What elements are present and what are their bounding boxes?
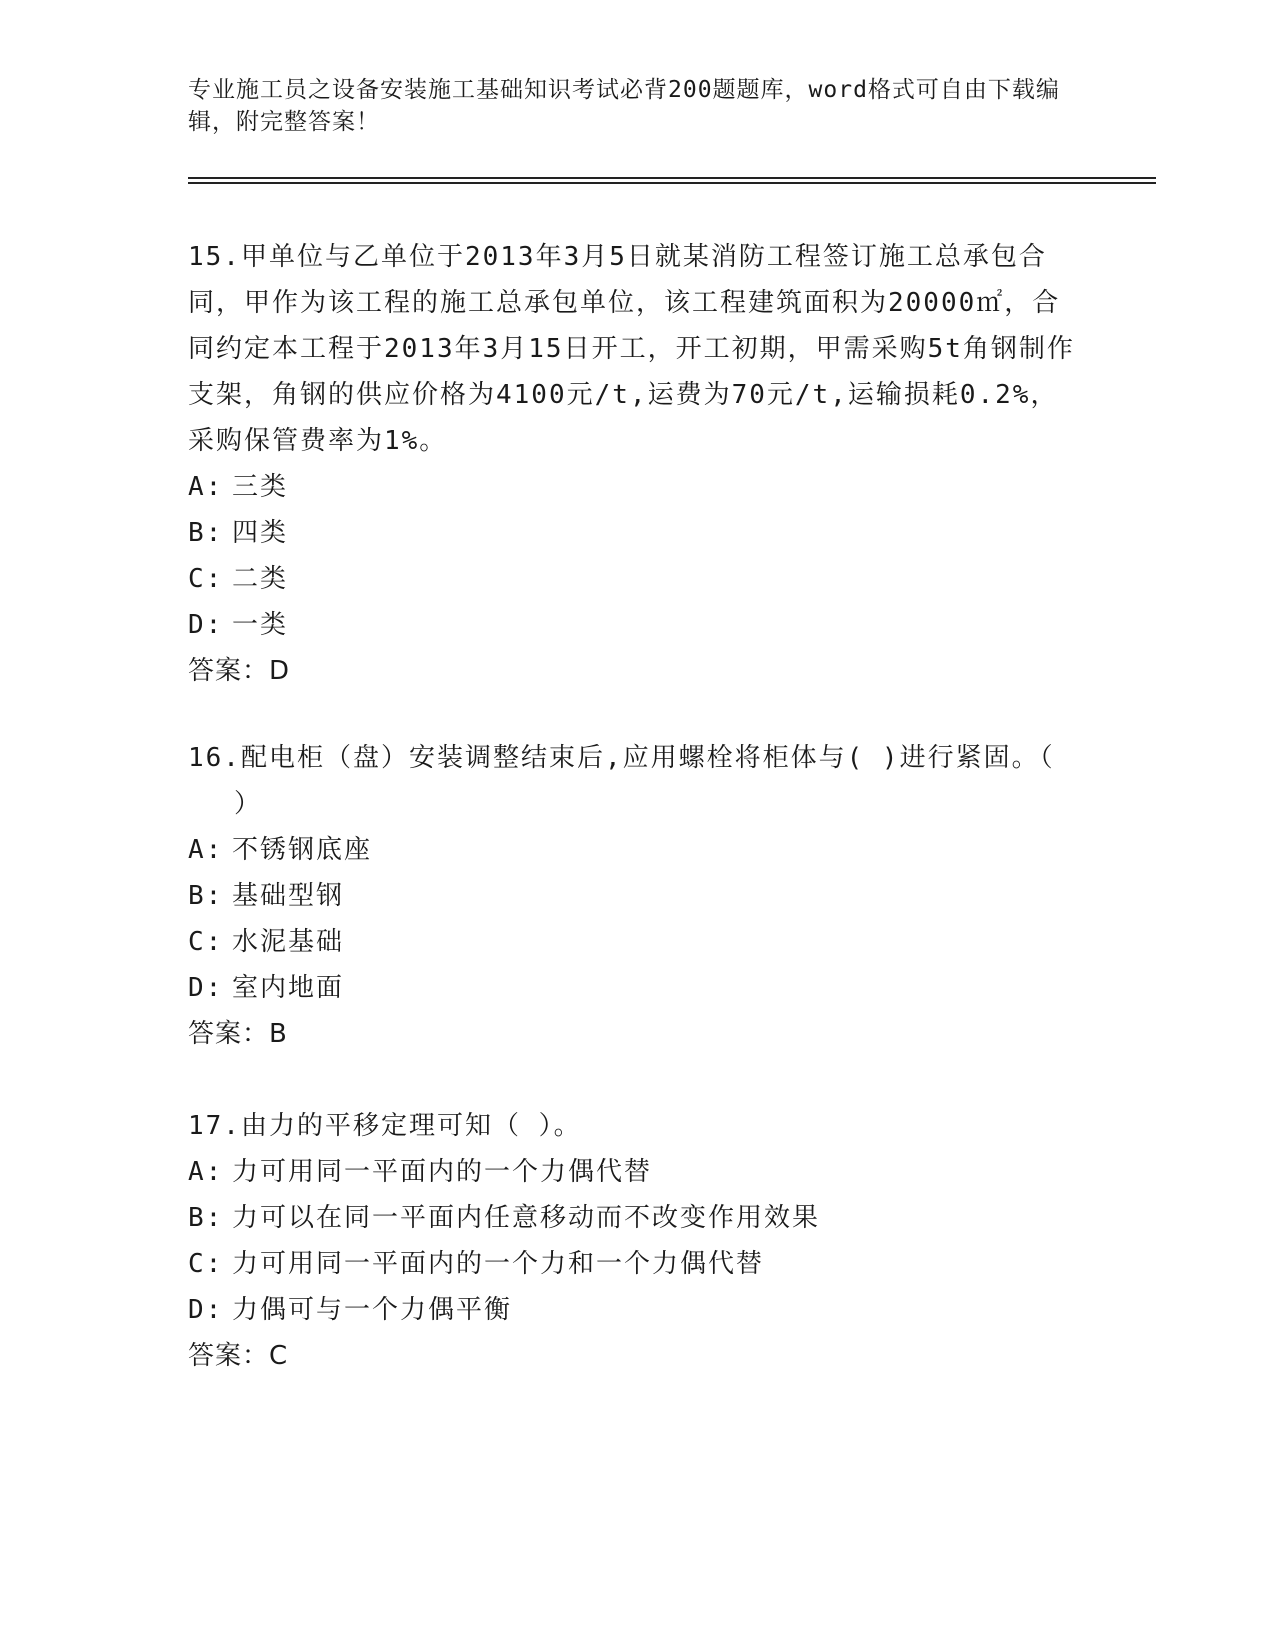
option-text: 力可以在同一平面内任意移动而不改变作用效果	[232, 1203, 821, 1233]
option-b	[188, 1195, 1078, 1241]
option-key: D:	[188, 973, 224, 1003]
option-text: 三类	[232, 472, 289, 502]
question-15	[188, 234, 1078, 694]
option-key: A:	[188, 835, 224, 865]
option-text: 四类	[232, 518, 289, 548]
option-key: A:	[188, 472, 224, 502]
question-text	[188, 735, 1078, 827]
answer-line: 答案：B	[188, 1019, 288, 1049]
header-divider-bottom	[188, 182, 1156, 184]
question-number: 16.	[188, 743, 241, 773]
option-text: 水泥基础	[232, 927, 345, 957]
question-body: 由力的平移定理可知（ ）。	[240, 1111, 582, 1141]
option-a	[188, 1149, 1078, 1195]
option-b	[188, 873, 1078, 919]
option-key: A:	[188, 1157, 224, 1187]
option-key: C:	[188, 927, 224, 957]
option-a	[188, 464, 1078, 510]
option-text: 不锈钢底座	[232, 835, 373, 865]
question-17	[188, 1103, 1078, 1379]
option-c	[188, 556, 1078, 602]
document-header	[188, 74, 1068, 138]
option-key: D:	[188, 610, 224, 640]
option-a	[188, 827, 1078, 873]
option-key: C:	[188, 564, 224, 594]
option-key: C:	[188, 1249, 224, 1279]
option-d	[188, 965, 1078, 1011]
option-text: 力可用同一平面内的一个力偶代替	[232, 1157, 653, 1187]
option-key: B:	[188, 1203, 224, 1233]
question-text	[188, 1103, 1078, 1149]
option-key: B:	[188, 518, 224, 548]
question-body: 配电柜（盘）安装调整结束后,应用螺栓将柜体与( )进行紧固。（ ）	[234, 743, 1055, 819]
option-d	[188, 1287, 1078, 1333]
question-number: 17.	[188, 1111, 241, 1141]
option-d	[188, 602, 1078, 648]
question-text	[188, 234, 1078, 464]
option-key: B:	[188, 881, 224, 911]
option-key: D:	[188, 1295, 224, 1325]
option-c	[188, 919, 1078, 965]
question-16	[188, 735, 1078, 1057]
option-c	[188, 1241, 1078, 1287]
option-text: 室内地面	[232, 973, 345, 1003]
option-text: 力可用同一平面内的一个力和一个力偶代替	[232, 1249, 765, 1279]
option-text: 基础型钢	[232, 881, 345, 911]
header-divider-top	[188, 177, 1156, 179]
answer-line: 答案：C	[188, 1341, 289, 1371]
option-b	[188, 510, 1078, 556]
question-body: 甲单位与乙单位于2013年3月5日就某消防工程签订施工总承包合同，甲作为该工程的施工总承包单位，该工程建筑面积为20000㎡，合同约定本工程于2013年3月15日开工，开工初期，甲需采购5t角钢制作支架，角钢的供应价格为4100元/t,运费为70元/t,运输损耗0.2%，采购保管费率为1%。	[188, 242, 1075, 456]
answer-line: 答案：D	[188, 656, 291, 686]
option-text: 力偶可与一个力偶平衡	[232, 1295, 513, 1325]
option-text: 一类	[232, 610, 289, 640]
question-number: 15.	[188, 242, 241, 272]
option-text: 二类	[232, 564, 289, 594]
header-text: 专业施工员之设备安装施工基础知识考试必背200题题库，word格式可自由下载编辑，附完整答案！	[188, 77, 1060, 135]
